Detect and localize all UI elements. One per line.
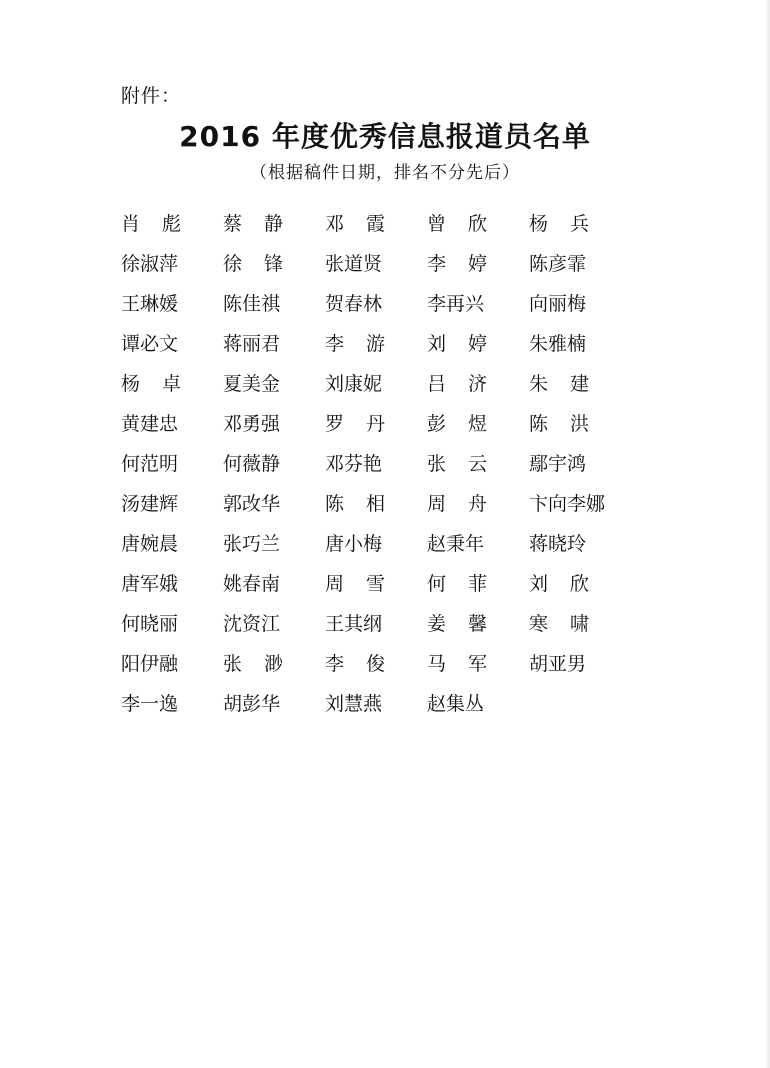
name-cell: 赵秉年 <box>427 533 485 555</box>
page-edge-shadow <box>765 0 770 1068</box>
name-cell: 赵集丛 <box>427 693 485 715</box>
name-cell: 陈佳祺 <box>223 293 281 315</box>
name-cell: 陈彦霏 <box>529 253 587 275</box>
name-cell: 唐小梅 <box>325 533 383 555</box>
name-cell: 刘婷 <box>427 333 510 355</box>
name-cell: 胡彭华 <box>223 693 281 715</box>
name-row <box>121 684 641 724</box>
name-cell: 刘欣 <box>529 573 612 595</box>
name-cell: 周舟 <box>427 493 510 515</box>
name-cell: 李游 <box>325 333 408 355</box>
name-row <box>121 604 641 644</box>
name-cell: 刘康妮 <box>325 373 383 395</box>
name-cell: 蒋晓玲 <box>529 533 587 555</box>
name-cell: 郭改华 <box>223 493 281 515</box>
name-cell: 张巧兰 <box>223 533 281 555</box>
document-subtitle: （根据稿件日期，排名不分先后） <box>250 163 520 183</box>
name-cell: 邓勇强 <box>223 413 281 435</box>
name-row <box>121 284 641 324</box>
name-cell: 沈资江 <box>223 613 281 635</box>
name-cell: 肖彪 <box>121 213 204 235</box>
name-cell: 彭煜 <box>427 413 510 435</box>
name-cell: 黄建忠 <box>121 413 179 435</box>
name-cell: 蔡静 <box>223 213 306 235</box>
name-row <box>121 204 641 244</box>
name-cell: 阳伊融 <box>121 653 179 675</box>
name-cell: 夏美金 <box>223 373 281 395</box>
document-title: 2016 年度优秀信息报道员名单 <box>179 120 591 153</box>
name-cell: 张渺 <box>223 653 306 675</box>
name-cell: 李一逸 <box>121 693 179 715</box>
name-cell: 朱雅楠 <box>529 333 587 355</box>
name-cell: 何晓丽 <box>121 613 179 635</box>
name-cell: 李俊 <box>325 653 408 675</box>
name-cell: 罗丹 <box>325 413 408 435</box>
name-cell: 寒啸 <box>529 613 612 635</box>
attachment-label: 附件： <box>121 85 182 107</box>
name-cell: 王其纲 <box>325 613 383 635</box>
name-cell: 唐军娥 <box>121 573 179 595</box>
name-cell: 姚春南 <box>223 573 281 595</box>
name-row <box>121 644 641 684</box>
name-cell: 徐淑萍 <box>121 253 179 275</box>
name-cell: 贺春林 <box>325 293 383 315</box>
name-cell: 周雪 <box>325 573 408 595</box>
name-list <box>121 204 641 724</box>
name-cell: 唐婉晨 <box>121 533 179 555</box>
name-cell: 鄢宇鸿 <box>529 453 587 475</box>
name-cell: 张云 <box>427 453 510 475</box>
name-cell: 卞向李娜 <box>529 493 606 515</box>
name-cell: 何菲 <box>427 573 510 595</box>
name-cell: 李婷 <box>427 253 510 275</box>
name-row <box>121 484 641 524</box>
name-cell: 刘慧燕 <box>325 693 383 715</box>
name-cell: 何范明 <box>121 453 179 475</box>
name-cell: 陈相 <box>325 493 408 515</box>
name-cell: 马军 <box>427 653 510 675</box>
name-cell: 姜馨 <box>427 613 510 635</box>
name-row <box>121 244 641 284</box>
name-row <box>121 324 641 364</box>
name-cell: 吕济 <box>427 373 510 395</box>
name-row <box>121 524 641 564</box>
name-cell: 谭必文 <box>121 333 179 355</box>
name-cell: 杨卓 <box>121 373 204 395</box>
name-cell: 汤建辉 <box>121 493 179 515</box>
name-cell: 徐锋 <box>223 253 306 275</box>
name-cell: 胡亚男 <box>529 653 587 675</box>
name-cell: 邓霞 <box>325 213 408 235</box>
name-cell: 何薇静 <box>223 453 281 475</box>
name-cell: 陈洪 <box>529 413 612 435</box>
name-cell: 邓芬艳 <box>325 453 383 475</box>
name-row <box>121 444 641 484</box>
name-row <box>121 364 641 404</box>
name-cell: 蒋丽君 <box>223 333 281 355</box>
name-row <box>121 404 641 444</box>
name-cell: 李再兴 <box>427 293 485 315</box>
name-row <box>121 564 641 604</box>
name-cell: 张道贤 <box>325 253 383 275</box>
name-cell: 杨兵 <box>529 213 612 235</box>
name-cell: 朱建 <box>529 373 612 395</box>
name-cell: 向丽梅 <box>529 293 587 315</box>
name-cell: 王琳媛 <box>121 293 179 315</box>
name-cell: 曾欣 <box>427 213 510 235</box>
